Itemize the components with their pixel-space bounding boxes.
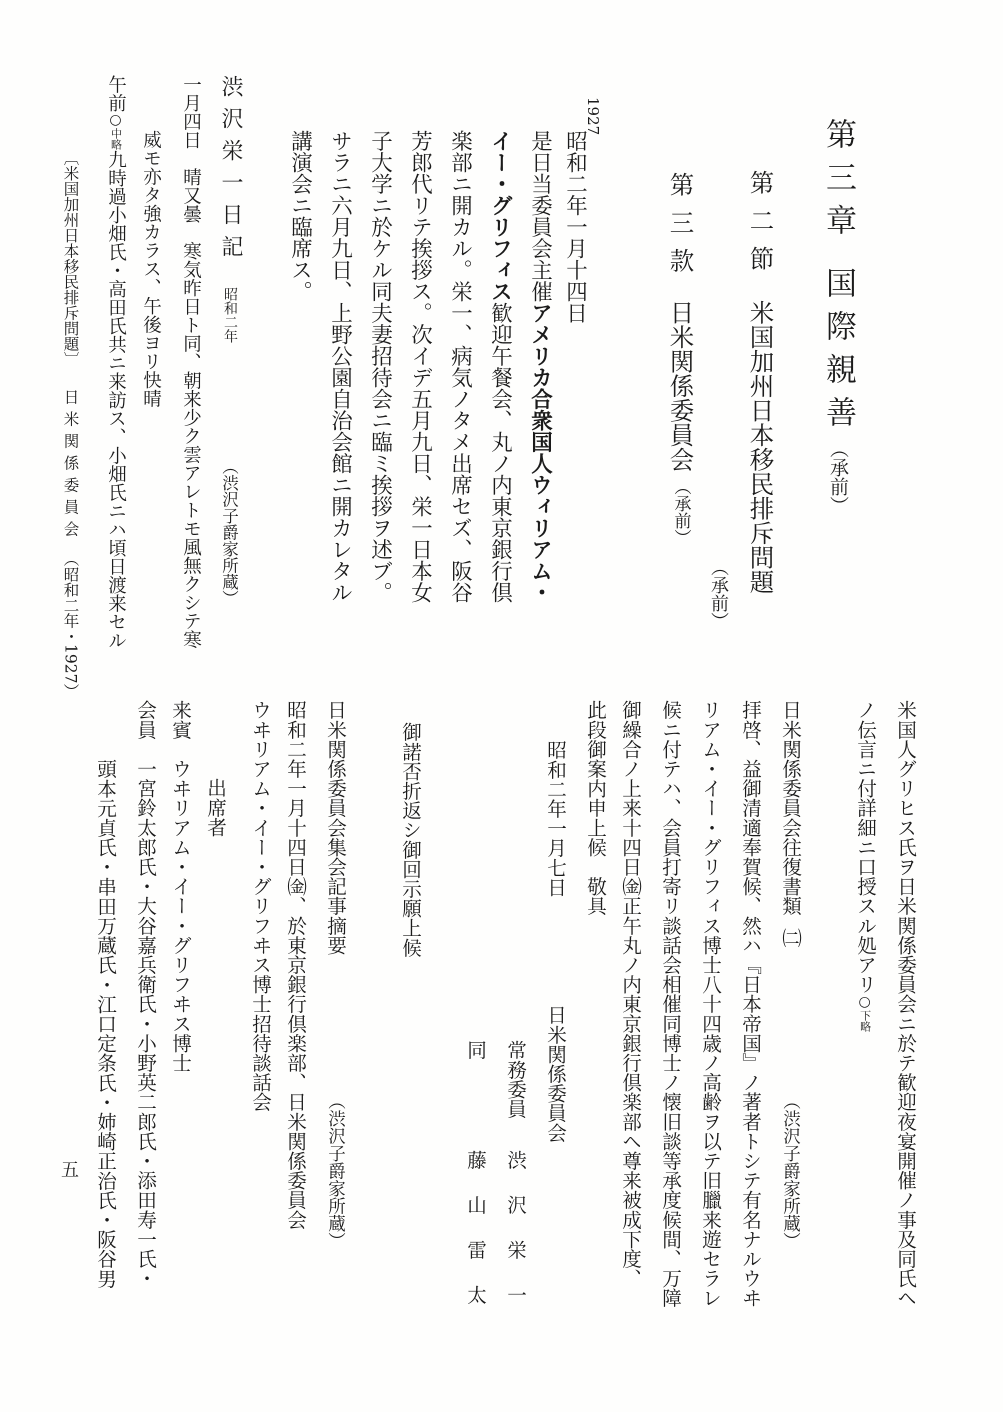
letter-line: 候ニ付テハ、会員打寄リ談話会相催同博士ノ懐旧談等承度候間、万障 — [658, 700, 682, 1308]
letters-title: 日米関係委員会往復書類 — [778, 700, 802, 916]
running-head — [62, 150, 78, 699]
section-continued-note: （承前） — [708, 558, 729, 630]
diary-year: 昭和二年 — [222, 287, 238, 343]
running-head-topic: 〔米国加州日本移民排斥問題〕 — [61, 150, 80, 367]
letter-line: 御繰合ノ上来十四日㈮正午丸ノ内東京銀行倶楽部ヘ尊来被成下度、 — [618, 700, 642, 1288]
narrative-line: 講演会ニ臨席ス。 — [287, 130, 313, 302]
signer-title: 同 — [463, 1040, 487, 1060]
page-number: 五 — [58, 1160, 79, 1178]
guest-label: 来賓 — [168, 700, 192, 740]
members-line — [135, 700, 155, 1288]
article-number: 第三款 — [666, 172, 696, 286]
section-number: 第二節 — [746, 170, 776, 284]
narrative-line — [489, 130, 511, 603]
narrative-text: 是日当委員会主催 — [527, 130, 553, 302]
signer-title: 常務委員 — [503, 1040, 527, 1119]
letters-source: （渋沢子爵家所蔵） — [780, 1092, 801, 1250]
signer-name: 藤山雷太 — [463, 1150, 487, 1330]
guest-name: ウヰリアム・イー・グリフヰス博士 — [168, 758, 192, 1073]
narrative-line: 子大学ニ於ケル同夫妻招待会ニ臨ミ挨拶ヲ述ブ。 — [367, 130, 393, 603]
entry-western-year: 1927 — [584, 97, 602, 136]
narrative-bold-text: イー・グリフィス — [487, 130, 513, 302]
members-names: 一宮鈴太郎氏・大谷嘉兵衛氏・小野英二郎氏・添田寿一氏・ — [133, 758, 157, 1288]
letters-number: ㈡ — [778, 927, 802, 948]
diary-line — [855, 700, 875, 1032]
omission-mark: ○ — [107, 112, 124, 128]
diary-line: 威モ亦タ強カラス、午後ヨリ快晴 — [140, 130, 162, 408]
diary-title: 渋沢栄一日記 — [218, 75, 243, 267]
diary-line: 一月四日 晴又曇 寒気昨日ト同、朝来少ク雲アレトモ風無クシテ寒 — [180, 75, 202, 649]
diary-line — [106, 75, 125, 650]
diary-text: 九時過小畑氏・高田氏共ニ来訪ス、小畑氏ニハ頃日渡来セル — [105, 150, 127, 650]
diary-heading — [219, 75, 241, 343]
narrative-line: 楽部ニ開カル。栄一、病気ノタメ出席セズ、阪谷 — [447, 130, 473, 603]
members-label: 会員 — [133, 700, 157, 740]
minutes-line: 昭和二年一月十四日㈮、於東京銀行倶楽部、日米関係委員会 — [283, 700, 307, 1230]
article-heading — [666, 172, 696, 546]
running-head-date: （昭和二年・1927） — [61, 551, 80, 699]
letter-closing: 此段御案内申上候 敬具 — [583, 700, 607, 916]
narrative-bold-text: アメリカ合衆国人ウィリアム・ — [527, 302, 553, 603]
diary-text: ノ伝言ニ付詳細ニ口授スル処アリ — [853, 700, 877, 994]
article-continued-note: （承前） — [670, 477, 691, 546]
narrative-line: 芳郎代リテ挨拶ス。次イデ五月九日、栄一日本女 — [407, 130, 433, 603]
minutes-line: ウヰリアム・イー・グリフヰス博士招待談話会 — [248, 700, 272, 1112]
letters-heading — [780, 700, 800, 947]
chapter-number: 第三章 — [820, 118, 856, 247]
diary-text: 午前 — [105, 75, 127, 112]
chapter-continued-note: （承前） — [827, 439, 849, 515]
entry-date: 昭和二年一月十四日 — [562, 130, 588, 324]
narrative-text: 歓迎午餐会、丸ノ内東京銀行倶 — [487, 302, 513, 603]
diary-line: 米国人グリヒス氏ヲ日米関係委員会ニ於テ歓迎夜宴開催ノ事及同氏ヘ — [893, 700, 917, 1308]
guest-line — [170, 700, 190, 1072]
narrative-line: サラニ六月九日、上野公園自治会館ニ開カレタル — [327, 130, 353, 603]
letter-postscript: 御諾否折返シ御回示願上候 — [398, 722, 422, 958]
diary-source: （渋沢子爵家所蔵） — [219, 458, 239, 607]
article-title: 日米関係委員会 — [666, 300, 696, 472]
letter-line: リアム・イー・グリフィス博士八十四歳ノ高齢ヲ以テ旧臘来遊セラレ — [698, 700, 722, 1308]
letter-line: 拝啓、益御清適奉賀候、然ハ『日本帝国』ノ著者トシテ有名ナルウヰ — [738, 700, 762, 1308]
minutes-title: 日米関係委員会集会記事摘要 — [323, 700, 347, 955]
signer-name: 渋沢栄一 — [503, 1150, 527, 1330]
members-line: 頭本元貞氏・串田万蔵氏・江口定条氏・姉崎正治氏・阪谷男 — [93, 759, 117, 1289]
running-head-committee: 日米関係委員会 — [61, 389, 80, 543]
section-title: 米国加州日本移民排斥問題 — [746, 300, 776, 594]
narrative-line — [529, 130, 551, 603]
omission-note: 下略 — [858, 1010, 872, 1032]
minutes-source: （渋沢子爵家所蔵） — [325, 1092, 346, 1250]
attendees-heading: 出席者 — [203, 778, 227, 837]
letter-date: 昭和二年一月七日 — [543, 740, 567, 897]
letter-sender-org: 日米関係委員会 — [543, 1005, 567, 1143]
chapter-heading — [820, 118, 856, 515]
chapter-title: 国際親善 — [820, 267, 856, 439]
omission-note: 中略 — [109, 128, 123, 150]
omission-mark: ○ — [856, 994, 873, 1010]
section-heading — [746, 170, 776, 594]
